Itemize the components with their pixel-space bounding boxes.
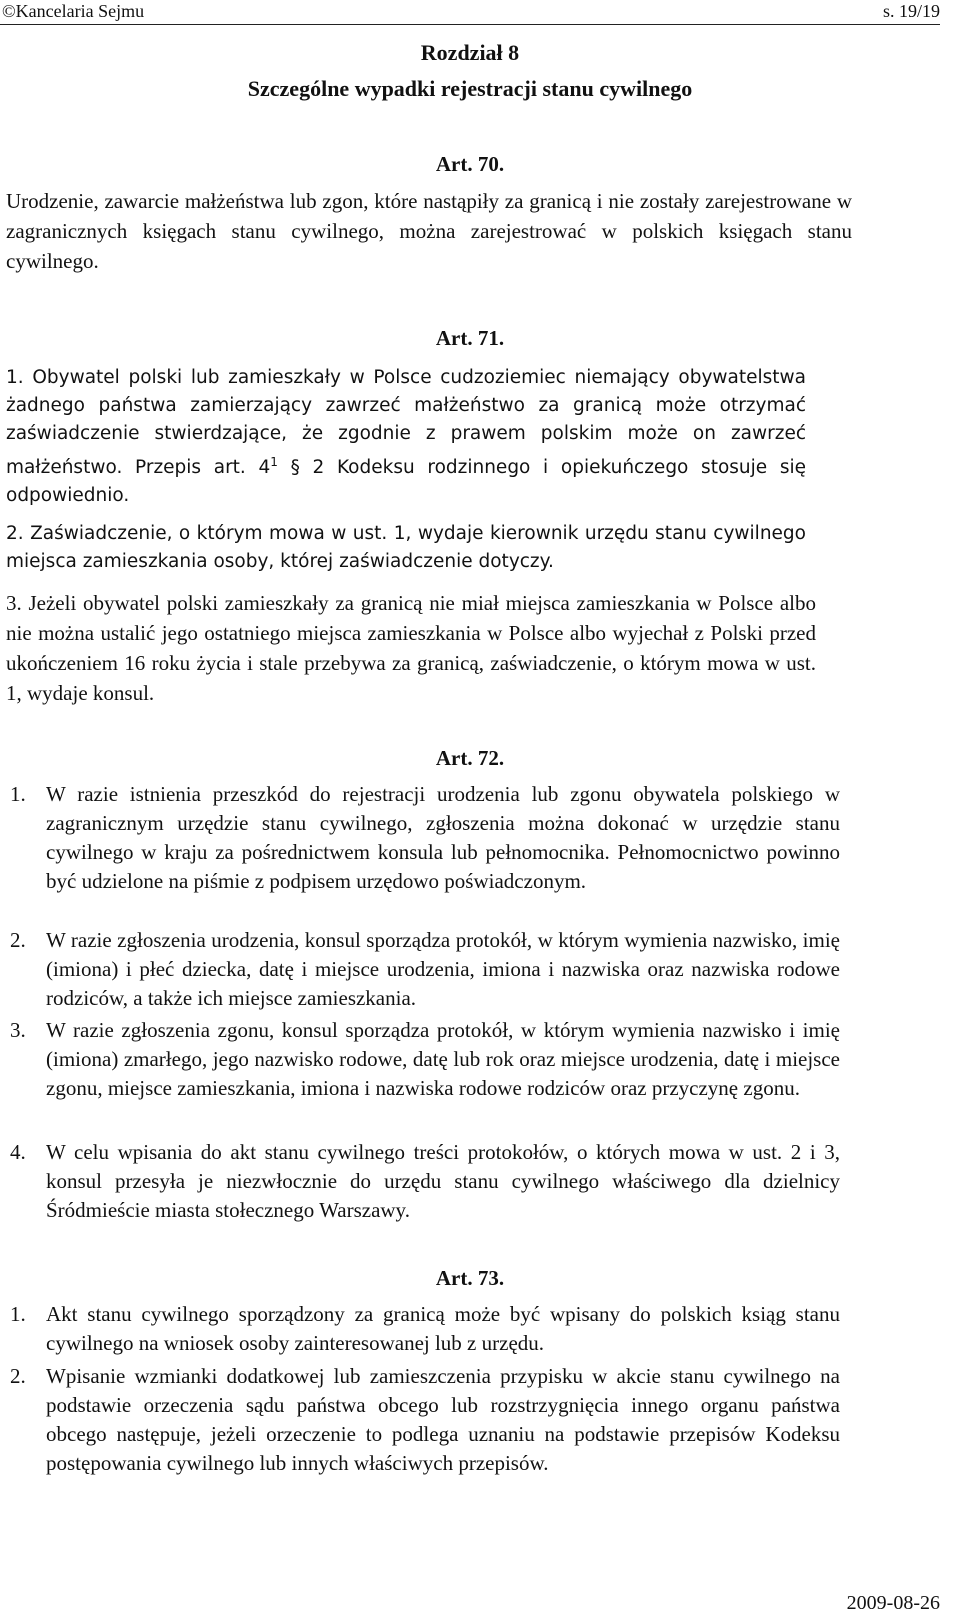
item-text: Wpisanie wzmianki dodatkowej lub zamieszczenia przypisku w akcie stanu cywilnego na podstawie orzeczenia sądu państwa obcego lub rozstrzygnięcia innego organu państwa obcego następuje, jeżeli orzeczenie to podlega uznaniu na podstawie przepisów Kodeksu postępowania cywilnego lub innych właściwych przepisów. [46,1364,840,1475]
item-text: W razie zgłoszenia urodzenia, konsul sporządza protokół, w którym wymienia nazwisko, imię (imiona) i płeć dziecka, datę i miejsce urodzenia, imiona i nazwiska oraz nazwiska rodowe rodziców, a także ich miejsce zamieszkania. [46,928,840,1010]
art-72-item [10,926,840,1013]
item-text: W razie zgłoszenia zgonu, konsul sporządza protokół, w którym wymienia nazwisko i imię (imiona) zmarłego, jego nazwisko rodowe, datę lub rok oraz miejsce urodzenia, datę i miejsce zgonu, miejsce zamieszkania, imiona i nazwiska rodowe rodziców oraz przyczynę zgonu. [46,1018,840,1100]
page-header [0,0,940,25]
item-number: 1. [10,782,26,806]
chapter-title: Szczególne wypadki rejestracji stanu cywilnego [247,76,693,101]
header-publisher: ©Kancelaria Sejmu [2,1,145,21]
item-text: Akt stanu cywilnego sporządzony za granicą może być wpisany do polskich ksiąg stanu cywilnego na wniosek osoby zainteresowanej lub z urzędu. [46,1302,840,1355]
item-text: W celu wpisania do akt stanu cywilnego treści protokołów, o których mowa w ust. 2 i 3, konsul przesyła je niezwłocznie do urzędu stanu cywilnego właściwego dla dzielnicy Śródmieście miasta stołecznego Warszawy. [46,1140,840,1222]
item-number: 2. [10,1364,26,1388]
art-73-item [10,1300,840,1358]
art-71-paragraph-3: 3. Jeżeli obywatel polski zamieszkały za granicą nie miał miejsca zamieszkania w Polsce albo nie można ustalić jego ostatniego miejsca zamieszkania w Polsce albo wyjechał z Polski przed ukończeniem 16 roku życia i stale przebywa za granicą, zaświadczenie, o którym mowa w ust. 1, wydaje konsul. [6,591,816,705]
art-73-item [10,1362,840,1478]
chapter-number: Rozdział 8 [420,40,520,65]
item-number: 1. [10,1302,26,1326]
art-72-heading: Art. 72. [435,746,505,770]
footer-date: 2009-08-26 [846,1592,940,1614]
item-number: 2. [10,928,26,952]
art-72-item [10,780,840,896]
art-73-heading: Art. 73. [435,1266,505,1290]
art-72-item [10,1138,840,1225]
art-70-text: Urodzenie, zawarcie małżeństwa lub zgon, które nastąpiły za granicą i nie zostały zarejestrowane w zagranicznych księgach stanu cywilnego, można zarejestrować w polskich księgach stanu cywilnego. [6,189,852,273]
item-number: 4. [10,1140,26,1164]
art-70-heading: Art. 70. [435,152,505,176]
art-71-paragraph-2: 2. Zaświadczenie, o którym mowa w ust. 1, wydaje kierownik urzędu stanu cywilnego miejsca zamieszkania osoby, której zaświadczenie dotyczy. [6,523,806,572]
item-text: W razie istnienia przeszkód do rejestracji urodzenia lub zgonu obywatela polskiego w zagranicznym urzędzie stanu cywilnego, zgłoszenia można dokonać w urzędzie stanu cywilnego w kraju za pośrednictwem konsula lub pełnomocnika. Pełnomocnictwo powinno być udzielone na piśmie z podpisem urzędowo poświadczonym. [46,782,840,893]
art-71-heading: Art. 71. [435,326,505,350]
art-71-paragraph-1: 1. Obywatel polski lub zamieszkały w Polsce cudzoziemiec niemający obywatelstwa żadnego państwa zamierzający zawrzeć małżeństwo za granicą może otrzymać zaświadczenie stwierdzające, że zgodnie z prawem polskim może on zawrzeć małżeństwo. Przepis art. $4^1$ § 2 Kodeksu rodzinnego i opiekuńczego stosuje się odpowiednio. [6,367,806,507]
art-72-item [10,1016,840,1103]
header-page-number: s. 19/19 [882,1,940,21]
item-number: 3. [10,1018,26,1042]
